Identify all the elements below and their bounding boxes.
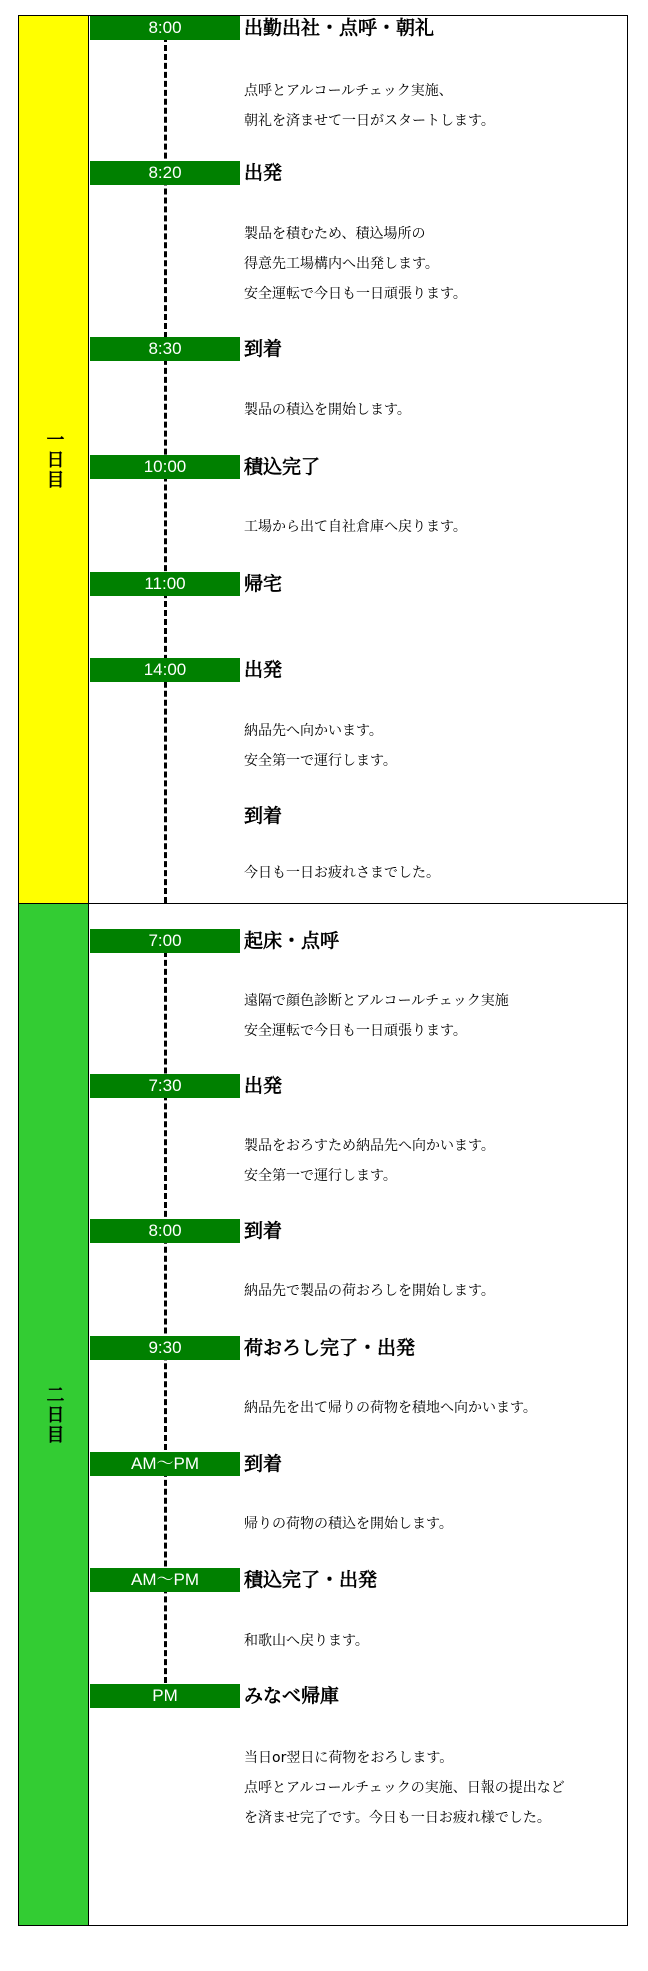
time-badge: 7:00 — [90, 929, 240, 953]
event-title: 出発 — [244, 1075, 283, 1097]
event-desc-line: 得意先工場構内へ出発します。 — [244, 256, 439, 272]
time-badge: 8:20 — [90, 161, 240, 185]
event-desc-line: 安全運転で今日も一日頑張ります。 — [244, 286, 467, 302]
time-badge: AM～PM — [90, 1568, 240, 1592]
event-title: 帰宅 — [244, 573, 283, 595]
event-title: 積込完了 — [244, 456, 321, 478]
event-desc-line: 納品先へ向かいます。 — [244, 723, 383, 739]
event-title: 出発 — [244, 162, 283, 184]
event-desc-line: 納品先を出て帰りの荷物を積地へ向かいます。 — [244, 1400, 537, 1416]
event-title: 到着 — [244, 1220, 283, 1242]
day-1-label: 一日目 — [43, 429, 65, 490]
event-desc-line: 帰りの荷物の積込を開始します。 — [244, 1516, 453, 1532]
event-desc-line: 製品の積込を開始します。 — [244, 402, 411, 418]
time-badge: 9:30 — [90, 1336, 240, 1360]
day-2-band — [19, 904, 89, 1925]
time-badge: 11:00 — [90, 572, 240, 596]
day-1-section — [19, 16, 627, 903]
event-title: 積込完了・出発 — [244, 1569, 378, 1591]
event-title: 出発 — [244, 659, 283, 681]
event-desc-line: 納品先で製品の荷おろしを開始します。 — [244, 1283, 495, 1299]
time-badge: 14:00 — [90, 658, 240, 682]
event-desc-line: 工場から出て自社倉庫へ戻ります。 — [244, 519, 467, 535]
event-desc-line: 安全運転で今日も一日頑張ります。 — [244, 1023, 467, 1039]
time-badge: AM～PM — [90, 1452, 240, 1476]
event-desc-line: 和歌山へ戻ります。 — [244, 1633, 369, 1649]
day-1-band — [19, 16, 89, 903]
event-title: 出勤出社・点呼・朝礼 — [244, 17, 435, 39]
time-badge: 8:00 — [90, 1219, 240, 1243]
event-title: 到着 — [244, 805, 283, 827]
event-desc-line: 製品をおろすため納品先へ向かいます。 — [244, 1138, 495, 1154]
event-desc-line: 点呼とアルコールチェック実施、 — [244, 83, 453, 99]
day-2-section — [19, 904, 627, 1925]
event-desc-line: 朝礼を済ませて一日がスタートします。 — [244, 113, 495, 129]
time-badge: 7:30 — [90, 1074, 240, 1098]
event-desc-line: 当日or翌日に荷物をおろします。 — [244, 1750, 454, 1766]
event-desc-line: を済ませ完了です。今日も一日お疲れ様でした。 — [244, 1810, 551, 1826]
event-desc-line: 点呼とアルコールチェックの実施、日報の提出など — [244, 1780, 565, 1796]
event-desc-line: 今日も一日お疲れさまでした。 — [244, 865, 440, 881]
event-title: 荷おろし完了・出発 — [244, 1337, 416, 1359]
schedule-table — [18, 15, 628, 1926]
time-badge: 8:30 — [90, 337, 240, 361]
event-desc-line: 安全第一で運行します。 — [244, 1168, 397, 1184]
day-2-label: 二日目 — [43, 1384, 65, 1445]
time-badge: 8:00 — [90, 16, 240, 40]
event-title: みなべ帰庫 — [244, 1685, 340, 1707]
event-desc-line: 遠隔で顔色診断とアルコールチェック実施 — [244, 993, 509, 1009]
event-title: 起床・点呼 — [244, 930, 340, 952]
event-title: 到着 — [244, 338, 283, 360]
event-title: 到着 — [244, 1453, 283, 1475]
event-desc-line: 製品を積むため、積込場所の — [244, 226, 426, 242]
time-badge: PM — [90, 1684, 240, 1708]
time-badge: 10:00 — [90, 455, 240, 479]
event-desc-line: 安全第一で運行します。 — [244, 753, 397, 769]
